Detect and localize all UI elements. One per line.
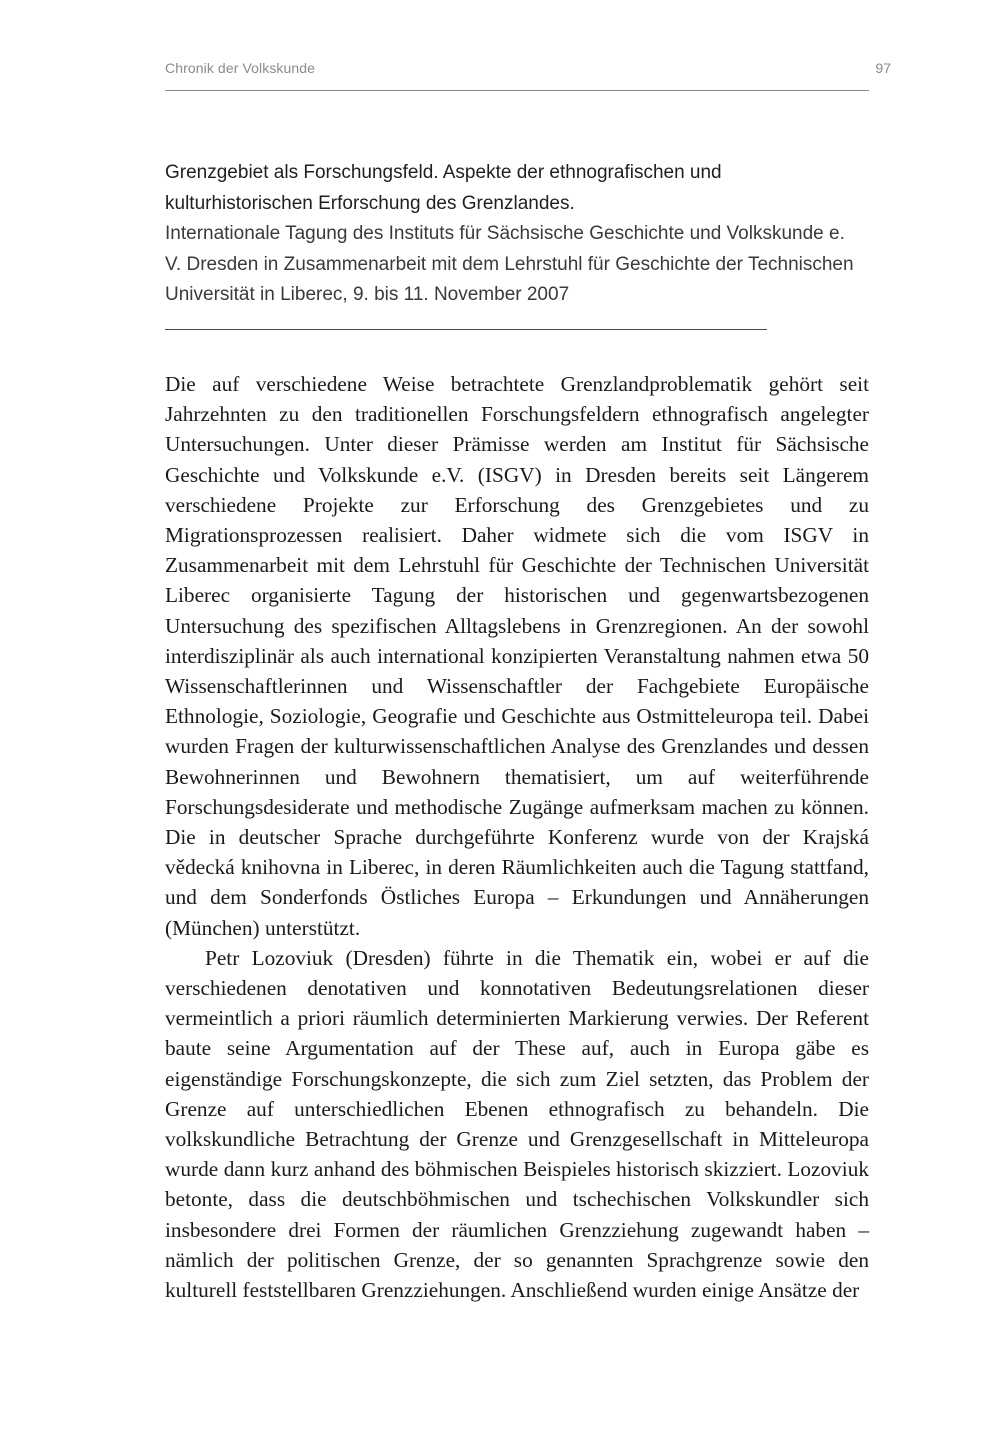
- report-subtitle: Internationale Tagung des Instituts für Sächsische Geschichte und Volkskunde e. V. Dresden in Zusammenarbeit mit dem Lehrstuhl für Geschichte der Technischen Universität in Liberec, 9. bis 11. November 2007: [165, 223, 854, 305]
- paragraph: Petr Lozoviuk (Dresden) führte in die Thematik ein, wobei er auf die verschiedenen denotativen und konnotativen Bedeutungsrelationen dieser vermeintlich a priori räumlich determinierten Markierung verwies. Der Referent baute seine Argumentation auf der These auf, auch in Europa gäbe es eigenständige Forschungskonzepte, die sich zum Ziel setzten, das Problem der Grenze auf unterschiedlichen Ebenen ethnografisch zu behandeln. Die volkskundliche Betrachtung der Grenze und Grenzgesellschaft in Mitteleuropa wurde dann kurz anhand des böhmischen Beispieles historisch skizziert. Lozoviuk betonte, dass die deutschböhmischen und tschechischen Volkskundler sich insbesondere drei Formen der räumlichen Grenzziehung zugewandt haben – nämlich der politischen Grenze, der so genannten Sprachgrenze sowie den kulturell feststellbaren Grenzziehungen. Anschließend wurden einige Ansätze der: [165, 945, 869, 1303]
- report-heading: [165, 158, 865, 311]
- page-number: 97: [875, 60, 891, 76]
- heading-divider: [165, 329, 767, 330]
- paragraph: Die auf verschiedene Weise betrachtete Grenzlandproblematik gehört seit Jahrzehnten zu den traditionellen Forschungsfeldern ethnografisch angelegter Untersuchungen. Unter dieser Prämisse werden am Institut für Sächsische Geschichte und Volkskunde e.V. (ISGV) in Dresden bereits seit Längerem verschiedene Projekte zur Erforschung des Grenzgebietes und zu Migrationsprozessen realisiert. Daher widmete sich die vom ISGV in Zusammenarbeit mit dem Lehrstuhl für Geschichte der Technischen Universität Liberec organisierte Tagung der historischen und gegenwartsbezogenen Untersuchung des spezifischen Alltagslebens in Grenzregionen. An der sowohl interdisziplinär als auch international konzipierten Veranstaltung nahmen etwa 50 Wissenschaftlerinnen und Wissenschaftler der Fachgebiete Europäische Ethnologie, Soziologie, Geografie und Geschichte aus Ostmitteleuropa teil. Dabei wurden Fragen der kulturwissenschaftlichen Analyse des Grenzlandes und dessen Bewohnerinnen und Bewohnern thematisiert, um auf weiterführende Forschungsdesiderate und methodische Zugänge aufmerksam machen zu können. Die in deutscher Sprache durchgeführte Konferenz wurde von der Krajská vědecká knihovna in Liberec, in deren Räumlichkeiten auch die Tagung stattfand, und dem Sonderfonds Östliches Europa – Erkundungen und Annäherungen (München) unterstützt.: [165, 372, 869, 940]
- report-title: Grenzgebiet als Forschungsfeld. Aspekte der ethnografischen und kulturhistorischen Erforschung des Grenzlandes.: [165, 162, 722, 214]
- body-text: [165, 369, 869, 1305]
- running-head: [165, 58, 891, 91]
- running-head-section: Chronik der Volkskunde: [165, 60, 316, 76]
